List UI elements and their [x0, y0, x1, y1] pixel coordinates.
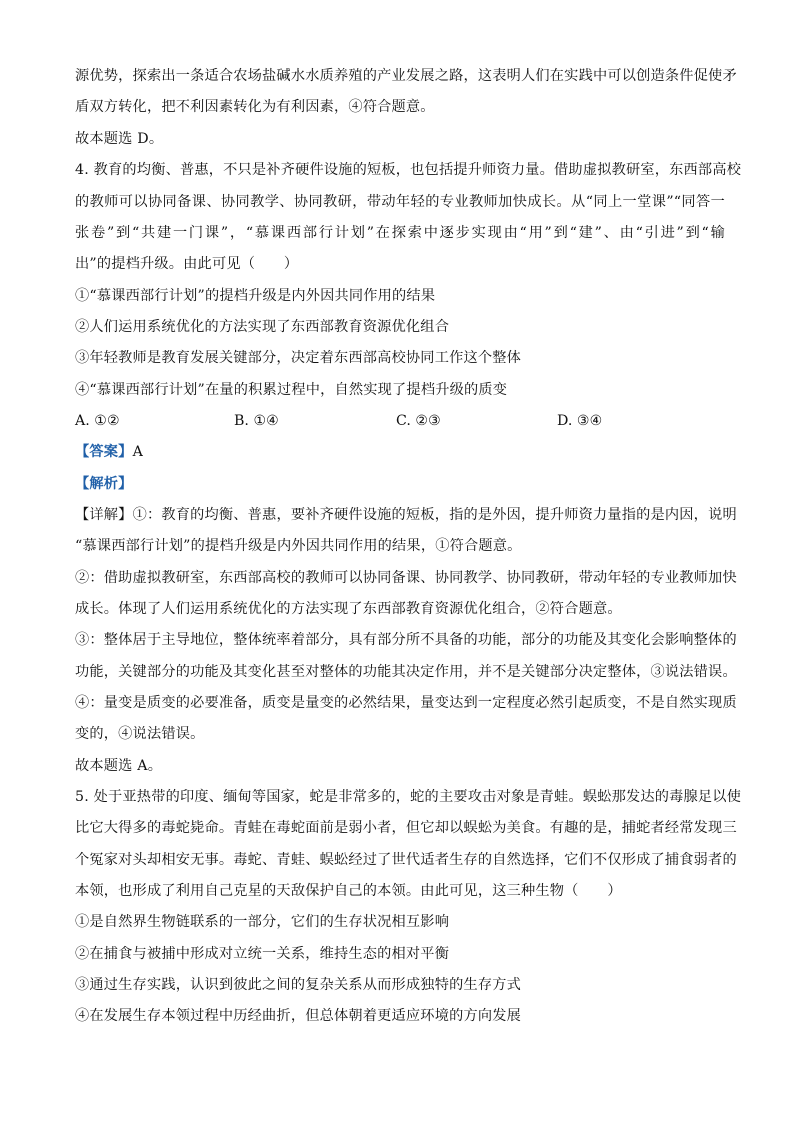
- q4-statement-1: ①“慕课西部行计划”的提档升级是内外因共同作用的结果: [75, 288, 436, 304]
- q3-conclusion: 故本题选 D。: [75, 131, 164, 147]
- q5-statement-2: ②在捕食与被捕中形成对立统一关系，维持生态的相对平衡: [75, 946, 450, 962]
- q4-option-d: D. ③④: [557, 413, 603, 429]
- q4-detail-2-line-2: 成长。体现了人们运用系统优化的方法实现了东西部教育资源优化组合，②符合题意。: [75, 601, 622, 617]
- q5-stem-line-1: 5. 处于亚热带的印度、缅甸等国家，蛇是非常多的，蛇的主要攻击对象是青蛙。蜈蚣那发达的毒腺足以使: [75, 789, 742, 805]
- q4-analysis-line: [75, 474, 725, 494]
- q4-stem-line-4: 出”的提档升级。由此可见（ ）: [75, 256, 299, 272]
- detail-1-text: ①：教育的均衡、普惠，要补齐硬件设施的短板，指的是外因，提升师资力量指的是内因，说明: [132, 507, 737, 523]
- analysis-tag: 【解析】: [75, 476, 133, 492]
- q4-stem-line-1: 4. 教育的均衡、普惠，不只是补齐硬件设施的短板，也包括提升师资力量。借助虚拟教研室，东西部高校: [75, 162, 742, 178]
- detail-tag: 【详解】: [75, 507, 133, 523]
- q4-detail-1-line-1: [75, 505, 737, 525]
- q4-stem-line-2: 的教师可以协同备课、协同教学、协同教研，带动年轻的专业教师加快成长。从“同上一堂课”“同答一: [75, 194, 725, 210]
- q4-statement-4: ④“慕课西部行计划”在量的积累过程中，自然实现了提档升级的质变: [75, 382, 508, 398]
- q4-detail-3-line-2: 功能，关键部分的功能及其变化甚至对整体的功能其决定作用，并不是关键部分决定整体，③说法错误。: [75, 664, 737, 680]
- q5-statement-4: ④在发展生存本领过程中历经曲折，但总体朝着更适应环境的方向发展: [75, 1008, 522, 1024]
- q4-answer-line: [75, 442, 725, 462]
- q4-option-c: C. ②③: [396, 413, 441, 429]
- q3-text-line-1: 源优势，探索出一条适合农场盐碱水水质养殖的产业发展之路，这表明人们在实践中可以创造条件促使矛: [75, 68, 737, 84]
- answer-tag: 【答案】: [75, 444, 133, 460]
- q4-option-a: A. ①②: [75, 413, 120, 429]
- q5-stem-line-2: 比它大得多的毒蛇毙命。青蛙在毒蛇面前是弱小者，但它却以蜈蚣为美食。有趣的是，捕蛇者经常发现三: [75, 820, 737, 836]
- q3-text-line-2: 盾双方转化，把不利因素转化为有利因素，④符合题意。: [75, 99, 435, 115]
- q4-detail-3-line-1: ③：整体居于主导地位，整体统率着部分，具有部分所不具备的功能，部分的功能及其变化会影响整体的: [75, 632, 737, 648]
- q4-statement-2: ②人们运用系统优化的方法实现了东西部教育资源优化组合: [75, 319, 450, 335]
- answer-value: A: [132, 444, 144, 460]
- q4-detail-2-line-1: ②：借助虚拟教研室，东西部高校的教师可以协同备课、协同教学、协同教研，带动年轻的专业教师加快: [75, 570, 737, 586]
- q4-option-b: B. ①④: [234, 413, 279, 429]
- q5-stem-line-4: 本领，也形成了利用自己克星的天敌保护自己的本领。由此可见，这三种生物（ ）: [75, 883, 622, 899]
- q4-detail-4-line-1: ④：量变是质变的必要准备，质变是量变的必然结果，量变达到一定程度必然引起质变，不是自然实现质: [75, 695, 737, 711]
- q4-detail-1-line-2: “慕课西部行计划”的提档升级是内外因共同作用的结果，①符合题意。: [75, 538, 522, 554]
- q4-statement-3: ③年轻教师是教育发展关键部分，决定着东西部高校协同工作这个整体: [75, 350, 522, 366]
- q4-detail-4-line-2: 变的，④说法错误。: [75, 726, 205, 742]
- q5-statement-3: ③通过生存实践，认识到彼此之间的复杂关系从而形成独特的生存方式: [75, 977, 522, 993]
- q5-statement-1: ①是自然界生物链联系的一部分，它们的生存状况相互影响: [75, 914, 450, 930]
- q5-stem-line-3: 个冤家对头却相安无事。毒蛇、青蛙、蜈蚣经过了世代适者生存的自然选择，它们不仅形成了捕食弱者的: [75, 852, 737, 868]
- q4-conclusion: 故本题选 A。: [75, 758, 163, 774]
- q4-stem-line-3: 张卷”到“共建一门课”，“慕课西部行计划”在探索中逐步实现由“用”到“建”、由“引进”到“输: [75, 225, 725, 241]
